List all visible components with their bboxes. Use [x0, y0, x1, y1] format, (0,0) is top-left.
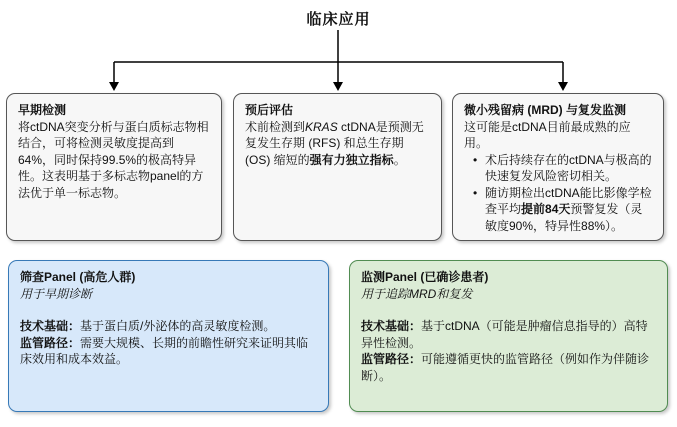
- diagram-title: 临床应用: [306, 11, 371, 28]
- box-prognosis-body: 术前检测到KRAS ctDNA是预测无复发生存期 (RFS) 和总生存期 (OS) 缩短的强有力独立指标。: [245, 119, 424, 167]
- regulatory-path-text: 需要大规模、长期的前瞻性研究来证明其临床效用和成本效益。: [20, 335, 309, 367]
- arrowhead-left-icon: [109, 82, 119, 91]
- box-prognosis: [233, 93, 442, 241]
- spacer: [361, 302, 656, 318]
- box-early-detection: [6, 93, 222, 241]
- box-monitoring-panel: [349, 260, 668, 412]
- arrowhead-right-icon: [558, 82, 568, 91]
- bullet-icon: •: [473, 185, 478, 200]
- box-screening-panel-subtitle: 用于早期诊断: [20, 286, 93, 301]
- box-monitoring-panel-title: 监测Panel (已确诊患者): [361, 270, 489, 284]
- regulatory-path-label: 监管路径：: [20, 335, 81, 350]
- list-item: [464, 152, 652, 185]
- box-early-detection-body: 将ctDNA突变分析与蛋白质标志物相结合，可将检测灵敏度提高到64%，同时保持99.5%的极高特异性。这表明基于多标志物panel的方法优于单一标志物。: [18, 119, 209, 200]
- box-monitoring-panel-subtitle: 用于追踪MRD和复发: [361, 286, 473, 301]
- list-item: [464, 185, 652, 235]
- box-prognosis-title: 预后评估: [245, 103, 294, 117]
- box-mrd-bullet-list: [464, 152, 652, 235]
- bullet-text: 随访期检出ctDNA能比影像学检查平均提前84天预警复发（灵敏度90%，特异性88%）。: [485, 185, 652, 233]
- regulatory-path-line: [361, 351, 656, 384]
- spacer: [20, 302, 317, 318]
- box-mrd-monitoring: [452, 93, 664, 241]
- regulatory-path-text: 可能遵循更快的监管路径（例如作为伴随诊断）。: [361, 352, 650, 383]
- tech-basis-label: 技术基础：: [361, 319, 422, 334]
- tech-basis-text: 基于蛋白质/外泌体的高灵敏度检测。: [80, 319, 276, 334]
- arrowhead-middle-icon: [333, 82, 343, 91]
- tech-basis-line: [361, 318, 656, 351]
- box-mrd-monitoring-intro: 这可能是ctDNA目前最成熟的应用。: [464, 119, 631, 151]
- regulatory-path-line: [20, 335, 317, 368]
- box-screening-panel-title: 筛查Panel (高危人群): [20, 270, 136, 284]
- regulatory-path-label: 监管路径：: [361, 352, 422, 367]
- tech-basis-text: 基于ctDNA（可能是肿瘤信息指导的）高特异性检测。: [361, 319, 648, 350]
- tech-basis-line: [20, 318, 317, 335]
- bullet-text: 术后持续存在的ctDNA与极高的快速复发风险密切相关。: [485, 152, 652, 184]
- box-mrd-monitoring-title: 微小残留病 (MRD) 与复发监测: [464, 103, 626, 117]
- box-early-detection-title: 早期检测: [18, 103, 67, 117]
- box-screening-panel: [8, 260, 329, 412]
- tech-basis-label: 技术基础：: [20, 319, 81, 334]
- bullet-icon: •: [473, 152, 478, 167]
